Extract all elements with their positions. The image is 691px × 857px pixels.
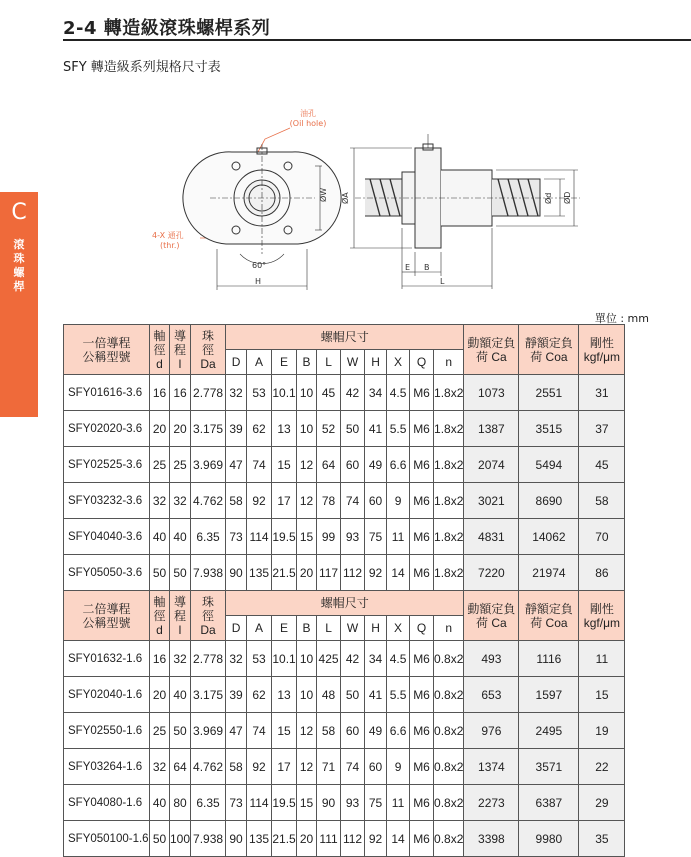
value-cell: 1597 — [519, 677, 579, 713]
table-row — [64, 447, 625, 483]
model-cell: SFY04040-3.6 — [64, 519, 150, 555]
value-cell: M6 — [410, 375, 434, 411]
dim-b-label: B — [424, 263, 430, 272]
value-cell: 47 — [226, 713, 247, 749]
value-cell: 2.778 — [191, 641, 226, 677]
value-cell: 16 — [150, 375, 170, 411]
model-cell: SFY01632-1.6 — [64, 641, 150, 677]
col-H: H — [365, 350, 387, 375]
dim-d-label: Ød — [544, 192, 553, 204]
model-cell: SFY03232-3.6 — [64, 483, 150, 519]
value-cell: 5.5 — [387, 411, 410, 447]
value-cell: 111 — [317, 821, 341, 857]
value-cell: 1.8x2 — [434, 555, 464, 591]
value-cell: 75 — [365, 785, 387, 821]
value-cell: 9980 — [519, 821, 579, 857]
value-cell: 40 — [170, 677, 191, 713]
chapter-label — [0, 238, 38, 294]
value-cell: 92 — [365, 821, 387, 857]
table-row — [64, 641, 625, 677]
value-cell: 15 — [272, 713, 297, 749]
col-X: X — [387, 350, 410, 375]
spec-table — [63, 324, 625, 857]
value-cell: 16 — [170, 375, 191, 411]
rigidity-header: 剛性 kgf/μm — [579, 325, 625, 375]
value-cell: 1.8x2 — [434, 411, 464, 447]
chapter-label-char: 珠 — [13, 252, 25, 265]
value-cell: 12 — [297, 447, 317, 483]
value-cell: 92 — [247, 749, 272, 785]
table-row — [64, 749, 625, 785]
value-cell: 25 — [150, 713, 170, 749]
table-row — [64, 375, 625, 411]
col-n: n — [434, 616, 464, 641]
model-cell: SFY04080-1.6 — [64, 785, 150, 821]
dim-e-label: E — [405, 263, 411, 272]
value-cell: 15 — [272, 447, 297, 483]
static-load-header: 靜額定負 荷 Coa — [519, 591, 579, 641]
value-cell: 32 — [226, 641, 247, 677]
value-cell: 29 — [579, 785, 625, 821]
value-cell: 10 — [297, 375, 317, 411]
value-cell: 32 — [226, 375, 247, 411]
value-cell: 48 — [317, 677, 341, 713]
value-cell: 3.175 — [191, 677, 226, 713]
chapter-label-char: 滾 — [13, 238, 25, 251]
value-cell: 34 — [365, 375, 387, 411]
value-cell: 6.6 — [387, 713, 410, 749]
dyn-load-header: 動額定負 荷 Ca — [464, 591, 519, 641]
col-B: B — [297, 350, 317, 375]
value-cell: 62 — [247, 677, 272, 713]
value-cell: 19.5 — [272, 519, 297, 555]
value-cell: 17 — [272, 483, 297, 519]
dim-h-label: H — [255, 277, 262, 286]
value-cell: 3.969 — [191, 447, 226, 483]
table-row — [64, 713, 625, 749]
model-cell: SFY050100-1.6 — [64, 821, 150, 857]
model-cell: SFY05050-3.6 — [64, 555, 150, 591]
group1-rows — [64, 375, 625, 591]
value-cell: 117 — [317, 555, 341, 591]
table-row — [64, 555, 625, 591]
value-cell: 3571 — [519, 749, 579, 785]
value-cell: 0.8x2 — [434, 785, 464, 821]
value-cell: 42 — [341, 641, 365, 677]
value-cell: 40 — [170, 519, 191, 555]
value-cell: 32 — [150, 483, 170, 519]
value-cell: 653 — [464, 677, 519, 713]
col-Q: Q — [410, 616, 434, 641]
value-cell: 71 — [317, 749, 341, 785]
value-cell: 3.969 — [191, 713, 226, 749]
value-cell: 21.5 — [272, 555, 297, 591]
value-cell: 31 — [579, 375, 625, 411]
value-cell: 1.8x2 — [434, 447, 464, 483]
value-cell: 10.1 — [272, 375, 297, 411]
value-cell: 135 — [247, 821, 272, 857]
value-cell: 0.8x2 — [434, 821, 464, 857]
value-cell: 3.175 — [191, 411, 226, 447]
value-cell: 45 — [317, 375, 341, 411]
value-cell: 10 — [297, 677, 317, 713]
value-cell: 49 — [365, 447, 387, 483]
value-cell: 50 — [170, 713, 191, 749]
value-cell: 2551 — [519, 375, 579, 411]
value-cell: 3021 — [464, 483, 519, 519]
oil-hole-label: 油孔 — [300, 109, 316, 118]
col-L: L — [317, 616, 341, 641]
value-cell: 0.8x2 — [434, 749, 464, 785]
model-cell: SFY02550-1.6 — [64, 713, 150, 749]
value-cell: 60 — [341, 447, 365, 483]
value-cell: 4831 — [464, 519, 519, 555]
value-cell: M6 — [410, 411, 434, 447]
value-cell: 45 — [579, 447, 625, 483]
value-cell: 90 — [317, 785, 341, 821]
col-D: D — [226, 616, 247, 641]
value-cell: 74 — [247, 447, 272, 483]
chapter-tab[interactable] — [0, 192, 38, 417]
model-cell: SFY02020-3.6 — [64, 411, 150, 447]
col-Q: Q — [410, 350, 434, 375]
col-L: L — [317, 350, 341, 375]
value-cell: 32 — [170, 483, 191, 519]
nut-technical-drawing — [140, 104, 590, 294]
value-cell: 10.1 — [272, 641, 297, 677]
table-row — [64, 785, 625, 821]
value-cell: 32 — [150, 749, 170, 785]
value-cell: 11 — [387, 785, 410, 821]
col-D: D — [226, 350, 247, 375]
value-cell: 32 — [170, 641, 191, 677]
value-cell: 42 — [341, 375, 365, 411]
value-cell: 99 — [317, 519, 341, 555]
group2-header — [64, 591, 625, 641]
chapter-label-char: 螺 — [13, 266, 25, 279]
dim-w-label: ØW — [319, 187, 328, 202]
value-cell: 0.8x2 — [434, 641, 464, 677]
col-n: n — [434, 350, 464, 375]
unit-label: 單位 : mm — [594, 312, 649, 325]
value-cell: 74 — [341, 749, 365, 785]
value-cell: 50 — [341, 411, 365, 447]
value-cell: 50 — [341, 677, 365, 713]
value-cell: 9 — [387, 483, 410, 519]
angle-label: 60° — [252, 261, 267, 270]
value-cell: 6.35 — [191, 519, 226, 555]
value-cell: 1.8x2 — [434, 483, 464, 519]
value-cell: 50 — [150, 555, 170, 591]
value-cell: 12 — [297, 483, 317, 519]
value-cell: 1387 — [464, 411, 519, 447]
value-cell: 60 — [365, 483, 387, 519]
value-cell: 10 — [297, 641, 317, 677]
value-cell: 58 — [226, 749, 247, 785]
value-cell: 41 — [365, 411, 387, 447]
nut-dims-header: 螺帽尺寸 — [226, 325, 464, 350]
value-cell: 114 — [247, 519, 272, 555]
value-cell: 1374 — [464, 749, 519, 785]
value-cell: 2495 — [519, 713, 579, 749]
value-cell: 20 — [170, 411, 191, 447]
value-cell: 19 — [579, 713, 625, 749]
value-cell: 60 — [341, 713, 365, 749]
oil-hole-label-en: (Oil hole) — [289, 119, 327, 128]
value-cell: 112 — [341, 821, 365, 857]
value-cell: M6 — [410, 447, 434, 483]
col-E: E — [272, 350, 297, 375]
value-cell: 15 — [579, 677, 625, 713]
value-cell: 34 — [365, 641, 387, 677]
value-cell: 6.6 — [387, 447, 410, 483]
value-cell: 62 — [247, 411, 272, 447]
value-cell: M6 — [410, 821, 434, 857]
chapter-letter: C — [11, 200, 27, 225]
group2-model-header: 二倍導程 公稱型號 — [64, 591, 150, 641]
value-cell: 7.938 — [191, 555, 226, 591]
value-cell: 35 — [579, 821, 625, 857]
value-cell: 73 — [226, 519, 247, 555]
value-cell: M6 — [410, 555, 434, 591]
value-cell: 7220 — [464, 555, 519, 591]
value-cell: 2.778 — [191, 375, 226, 411]
col-E: E — [272, 616, 297, 641]
value-cell: 14 — [387, 555, 410, 591]
value-cell: 135 — [247, 555, 272, 591]
value-cell: 7.938 — [191, 821, 226, 857]
model-cell: SFY02525-3.6 — [64, 447, 150, 483]
value-cell: 52 — [317, 411, 341, 447]
static-load-header: 靜額定負 荷 Coa — [519, 325, 579, 375]
dim-l-label: L — [440, 277, 445, 286]
model-cell: SFY02040-1.6 — [64, 677, 150, 713]
value-cell: 25 — [150, 447, 170, 483]
value-cell: 74 — [247, 713, 272, 749]
col-A: A — [247, 616, 272, 641]
value-cell: 92 — [247, 483, 272, 519]
value-cell: 25 — [170, 447, 191, 483]
col-A: A — [247, 350, 272, 375]
value-cell: M6 — [410, 483, 434, 519]
chapter-label-char: 桿 — [13, 280, 25, 293]
value-cell: 70 — [579, 519, 625, 555]
col-X: X — [387, 616, 410, 641]
value-cell: 12 — [297, 713, 317, 749]
value-cell: 50 — [150, 821, 170, 857]
value-cell: 75 — [365, 519, 387, 555]
col-W: W — [341, 616, 365, 641]
value-cell: 6387 — [519, 785, 579, 821]
dim-a-label: ØA — [341, 192, 350, 204]
value-cell: M6 — [410, 641, 434, 677]
dim-D-label: ØD — [563, 191, 572, 204]
value-cell: 53 — [247, 641, 272, 677]
value-cell: 5494 — [519, 447, 579, 483]
value-cell: 58 — [317, 713, 341, 749]
value-cell: 39 — [226, 411, 247, 447]
value-cell: 21974 — [519, 555, 579, 591]
value-cell: 425 — [317, 641, 341, 677]
value-cell: 20 — [297, 555, 317, 591]
value-cell: 86 — [579, 555, 625, 591]
value-cell: 73 — [226, 785, 247, 821]
table-row — [64, 411, 625, 447]
col-H: H — [365, 616, 387, 641]
value-cell: 1116 — [519, 641, 579, 677]
ball-dia-header: 珠 徑 Da — [191, 325, 226, 375]
ball-dia-header: 珠 徑 Da — [191, 591, 226, 641]
value-cell: 9 — [387, 749, 410, 785]
value-cell: 20 — [150, 411, 170, 447]
value-cell: 12 — [297, 749, 317, 785]
table-row — [64, 677, 625, 713]
value-cell: 93 — [341, 785, 365, 821]
value-cell: 13 — [272, 677, 297, 713]
value-cell: 78 — [317, 483, 341, 519]
lead-header: 導 程 l — [170, 591, 191, 641]
value-cell: 3515 — [519, 411, 579, 447]
model-cell: SFY03264-1.6 — [64, 749, 150, 785]
value-cell: 20 — [297, 821, 317, 857]
value-cell: 15 — [297, 519, 317, 555]
rigidity-header: 剛性 kgf/μm — [579, 591, 625, 641]
value-cell: 17 — [272, 749, 297, 785]
thr-hole-label: 4-X 通孔 — [152, 231, 184, 240]
value-cell: 47 — [226, 447, 247, 483]
thr-hole-label-en: (thr.) — [160, 241, 180, 250]
value-cell: 20 — [150, 677, 170, 713]
value-cell: 64 — [317, 447, 341, 483]
value-cell: 74 — [341, 483, 365, 519]
value-cell: 92 — [365, 555, 387, 591]
value-cell: 53 — [247, 375, 272, 411]
value-cell: 8690 — [519, 483, 579, 519]
table-row — [64, 519, 625, 555]
dyn-load-header: 動額定負 荷 Ca — [464, 325, 519, 375]
value-cell: 93 — [341, 519, 365, 555]
table-row — [64, 483, 625, 519]
value-cell: 22 — [579, 749, 625, 785]
value-cell: M6 — [410, 519, 434, 555]
shaft-dia-header: 軸 徑 d — [150, 325, 170, 375]
value-cell: 58 — [579, 483, 625, 519]
value-cell: M6 — [410, 677, 434, 713]
section-title: 2-4 轉造級滾珠螺桿系列 — [63, 18, 271, 39]
section-subtitle: SFY 轉造級系列規格尺寸表 — [63, 60, 221, 75]
value-cell: 976 — [464, 713, 519, 749]
value-cell: 6.35 — [191, 785, 226, 821]
value-cell: 50 — [170, 555, 191, 591]
value-cell: 58 — [226, 483, 247, 519]
value-cell: 4.5 — [387, 641, 410, 677]
value-cell: M6 — [410, 749, 434, 785]
value-cell: 90 — [226, 555, 247, 591]
value-cell: 80 — [170, 785, 191, 821]
value-cell: 11 — [579, 641, 625, 677]
value-cell: 39 — [226, 677, 247, 713]
nut-dims-header: 螺帽尺寸 — [226, 591, 464, 616]
value-cell: 2074 — [464, 447, 519, 483]
value-cell: 10 — [297, 411, 317, 447]
value-cell: 0.8x2 — [434, 677, 464, 713]
value-cell: 41 — [365, 677, 387, 713]
group1-model-header: 一倍導程 公稱型號 — [64, 325, 150, 375]
value-cell: 21.5 — [272, 821, 297, 857]
value-cell: 4.762 — [191, 483, 226, 519]
title-divider — [63, 39, 691, 41]
value-cell: 1.8x2 — [434, 519, 464, 555]
value-cell: 5.5 — [387, 677, 410, 713]
value-cell: 11 — [387, 519, 410, 555]
model-cell: SFY01616-3.6 — [64, 375, 150, 411]
value-cell: 1.8x2 — [434, 375, 464, 411]
value-cell: 15 — [297, 785, 317, 821]
lead-header: 導 程 l — [170, 325, 191, 375]
shaft-dia-header: 軸 徑 d — [150, 591, 170, 641]
col-B: B — [297, 616, 317, 641]
value-cell: 49 — [365, 713, 387, 749]
value-cell: 14062 — [519, 519, 579, 555]
value-cell: 19.5 — [272, 785, 297, 821]
value-cell: 493 — [464, 641, 519, 677]
value-cell: 64 — [170, 749, 191, 785]
group1-body — [64, 325, 625, 375]
value-cell: 0.8x2 — [434, 713, 464, 749]
group2-rows — [64, 641, 625, 857]
value-cell: 13 — [272, 411, 297, 447]
value-cell: 90 — [226, 821, 247, 857]
table-row — [64, 821, 625, 857]
value-cell: 37 — [579, 411, 625, 447]
value-cell: 3398 — [464, 821, 519, 857]
value-cell: 100 — [170, 821, 191, 857]
value-cell: 40 — [150, 519, 170, 555]
value-cell: 14 — [387, 821, 410, 857]
value-cell: 112 — [341, 555, 365, 591]
value-cell: 16 — [150, 641, 170, 677]
value-cell: M6 — [410, 713, 434, 749]
value-cell: M6 — [410, 785, 434, 821]
value-cell: 114 — [247, 785, 272, 821]
value-cell: 2273 — [464, 785, 519, 821]
value-cell: 60 — [365, 749, 387, 785]
col-W: W — [341, 350, 365, 375]
value-cell: 4.762 — [191, 749, 226, 785]
value-cell: 4.5 — [387, 375, 410, 411]
value-cell: 40 — [150, 785, 170, 821]
value-cell: 1073 — [464, 375, 519, 411]
